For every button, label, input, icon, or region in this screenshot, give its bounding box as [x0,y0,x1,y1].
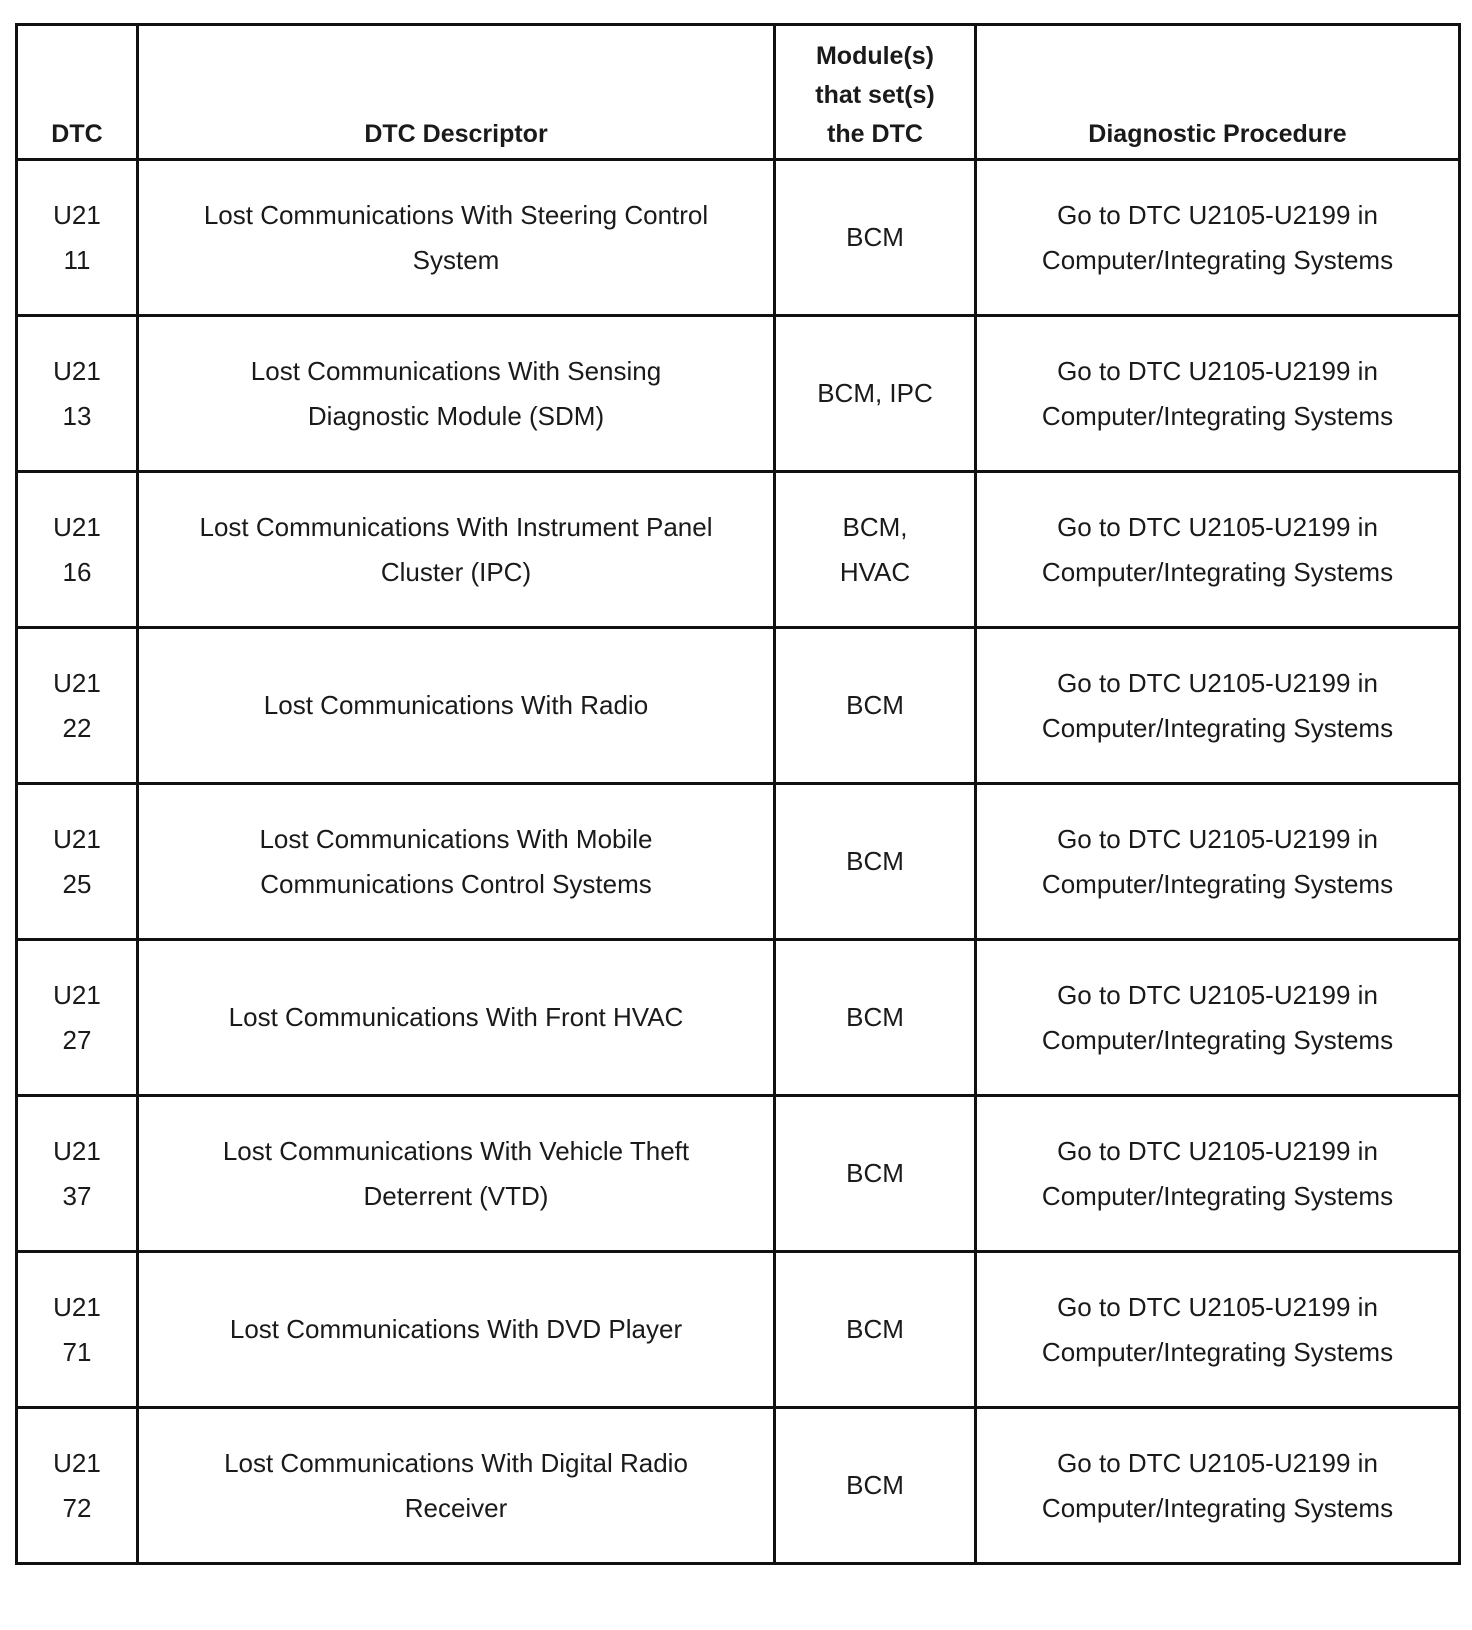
cell-dtc: U21 37 [17,1096,138,1252]
cell-descriptor: Lost Communications With Vehicle Theft Deterrent (VTD) [138,1096,775,1252]
cell-procedure [976,316,1460,472]
cell-dtc: U21 22 [17,628,138,784]
procedure-link[interactable]: Go to DTC U2105-U2199 in Computer/Integrating Systems [1041,823,1394,899]
table-row [17,316,1460,472]
procedure-link[interactable]: Go to DTC U2105-U2199 in Computer/Integrating Systems [1041,1291,1394,1367]
cell-dtc: U21 72 [17,1408,138,1564]
table-row [17,160,1460,316]
header-dtc: DTC [17,25,138,160]
cell-descriptor: Lost Communications With DVD Player [138,1252,775,1408]
cell-procedure [976,1408,1460,1564]
cell-procedure [976,628,1460,784]
cell-descriptor: Lost Communications With Digital Radio Receiver [138,1408,775,1564]
header-procedure: Diagnostic Procedure [976,25,1460,160]
cell-descriptor: Lost Communications With Mobile Communications Control Systems [138,784,775,940]
cell-modules: BCM, HVAC [775,472,976,628]
table-header [17,25,1460,160]
cell-descriptor: Lost Communications With Sensing Diagnostic Module (SDM) [138,316,775,472]
cell-descriptor: Lost Communications With Front HVAC [138,940,775,1096]
header-modules-line: the DTC [827,120,923,148]
procedure-link[interactable]: Go to DTC U2105-U2199 in Computer/Integrating Systems [1041,1447,1394,1523]
cell-modules: BCM [775,628,976,784]
cell-dtc: U21 71 [17,1252,138,1408]
procedure-link[interactable]: Go to DTC U2105-U2199 in Computer/Integrating Systems [1041,1135,1394,1211]
cell-modules: BCM, IPC [775,316,976,472]
table-row [17,1252,1460,1408]
table-row [17,1096,1460,1252]
cell-modules: BCM [775,784,976,940]
procedure-link[interactable]: Go to DTC U2105-U2199 in Computer/Integrating Systems [1041,355,1394,431]
table-body [17,160,1460,1564]
header-descriptor: DTC Descriptor [138,25,775,160]
cell-modules: BCM [775,1408,976,1564]
cell-dtc: U21 16 [17,472,138,628]
table-row [17,472,1460,628]
cell-modules: BCM [775,940,976,1096]
procedure-link[interactable]: Go to DTC U2105-U2199 in Computer/Integrating Systems [1041,511,1394,587]
table-row [17,784,1460,940]
cell-descriptor: Lost Communications With Instrument Panel Cluster (IPC) [138,472,775,628]
header-modules-line: that set(s) [815,81,935,109]
procedure-link[interactable]: Go to DTC U2105-U2199 in Computer/Integrating Systems [1041,199,1394,275]
cell-modules: BCM [775,1252,976,1408]
cell-dtc: U21 13 [17,316,138,472]
table-row [17,628,1460,784]
cell-procedure [976,1096,1460,1252]
cell-descriptor: Lost Communications With Radio [138,628,775,784]
header-modules [775,25,976,160]
cell-procedure [976,1252,1460,1408]
table-row [17,940,1460,1096]
cell-procedure [976,160,1460,316]
header-modules-line: Module(s) [815,42,935,70]
cell-dtc: U21 27 [17,940,138,1096]
cell-modules: BCM [775,1096,976,1252]
procedure-link[interactable]: Go to DTC U2105-U2199 in Computer/Integrating Systems [1041,979,1394,1055]
cell-dtc: U21 25 [17,784,138,940]
cell-procedure [976,472,1460,628]
procedure-link[interactable]: Go to DTC U2105-U2199 in Computer/Integrating Systems [1041,667,1394,743]
cell-dtc: U21 11 [17,160,138,316]
dtc-table [15,23,1461,1565]
header-row [17,25,1460,160]
cell-procedure [976,784,1460,940]
table-row [17,1408,1460,1564]
cell-modules: BCM [775,160,976,316]
cell-descriptor: Lost Communications With Steering Control System [138,160,775,316]
cell-procedure [976,940,1460,1096]
